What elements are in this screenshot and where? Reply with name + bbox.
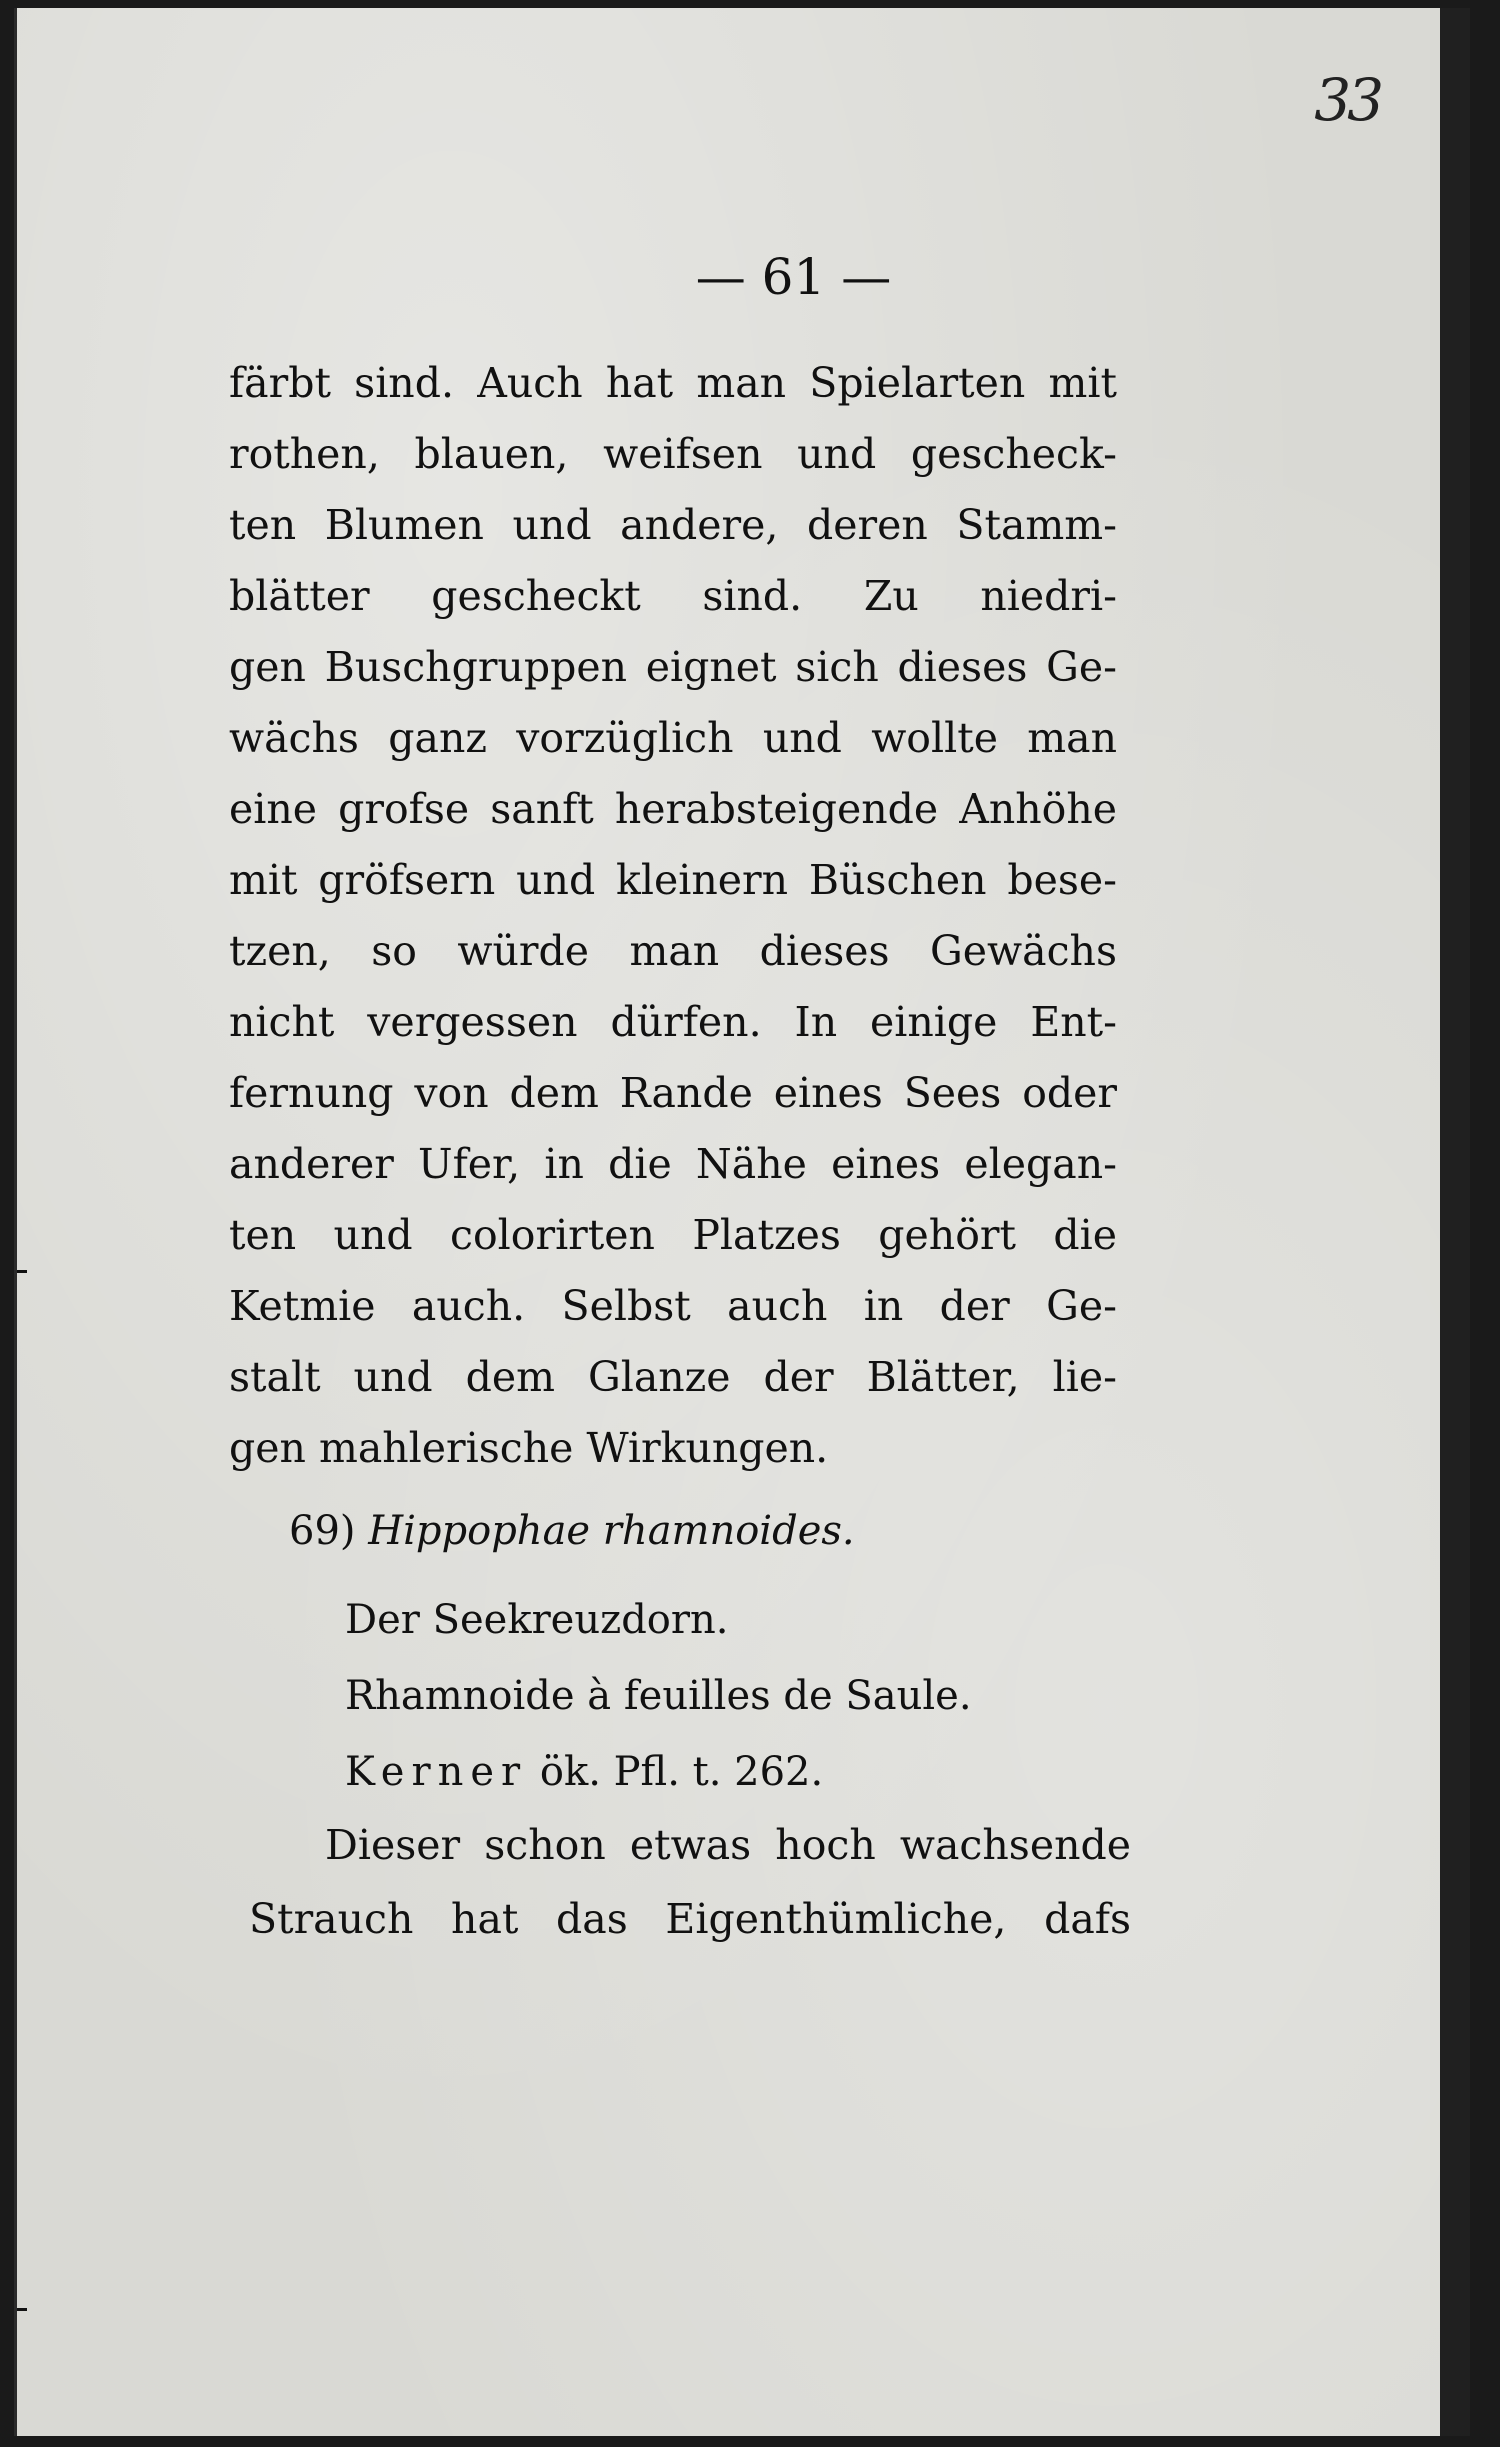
binding-mark	[17, 2308, 27, 2311]
text-line: eine grofse sanft herabsteigende Anhöhe	[229, 785, 1117, 833]
text-line: gen mahlerische Wirkungen.	[229, 1424, 829, 1472]
text-line: gen Buschgruppen eignet sich dieses Ge-	[229, 643, 1117, 691]
paragraph-1	[229, 348, 1117, 1484]
entry-french-name: Rhamnoide à feuilles de Saule.	[345, 1673, 972, 1719]
entry-reference	[345, 1734, 972, 1810]
text-line: nicht vergessen dürfen. In einige Ent-	[229, 998, 1117, 1046]
text-line: anderer Ufer, in die Nähe eines elegan-	[229, 1140, 1117, 1188]
entry-names	[345, 1582, 972, 1810]
page-edge-right	[1440, 8, 1470, 2436]
text-line: blätter gescheckt sind. Zu niedri-	[229, 572, 1117, 620]
reference-detail: ök. Pfl. t. 262.	[539, 1749, 824, 1795]
text-line: mit gröfsern und kleinern Büschen bese-	[229, 856, 1117, 904]
page-header: — 61 —	[695, 248, 892, 306]
text-line: ten Blumen und andere, deren Stamm-	[229, 501, 1117, 549]
text-line: tzen, so würde man dieses Gewächs	[229, 927, 1117, 975]
binding-mark	[17, 1270, 27, 1273]
entry-heading	[289, 1508, 855, 1554]
text-line: fernung von dem Rande eines Sees oder	[229, 1069, 1117, 1117]
text-line: färbt sind. Auch hat man Spielarten mit	[229, 359, 1117, 407]
text-line: wächs ganz vorzüglich und wollte man	[229, 714, 1117, 762]
text-line: stalt und dem Glanze der Blätter, lie-	[229, 1353, 1117, 1401]
text-line: Dieser schon etwas hoch wachsende	[325, 1821, 1131, 1869]
entry-number: 69)	[289, 1508, 356, 1554]
text-line: Strauch hat das Eigenthümliche, dafs	[249, 1895, 1131, 1943]
entry-latin-name: Hippophae rhamnoides.	[368, 1508, 855, 1554]
reference-author: Kerner	[345, 1749, 528, 1795]
text-line: Ketmie auch. Selbst auch in der Ge-	[229, 1282, 1117, 1330]
text-line: rothen, blauen, weifsen und gescheck-	[229, 430, 1117, 478]
text-line: ten und colorirten Platzes gehört die	[229, 1211, 1117, 1259]
paragraph-2	[249, 1808, 1131, 1956]
book-page	[14, 8, 1470, 2436]
entry-german-name: Der Seekreuzdorn.	[345, 1597, 729, 1643]
library-number: 33	[1314, 66, 1380, 134]
